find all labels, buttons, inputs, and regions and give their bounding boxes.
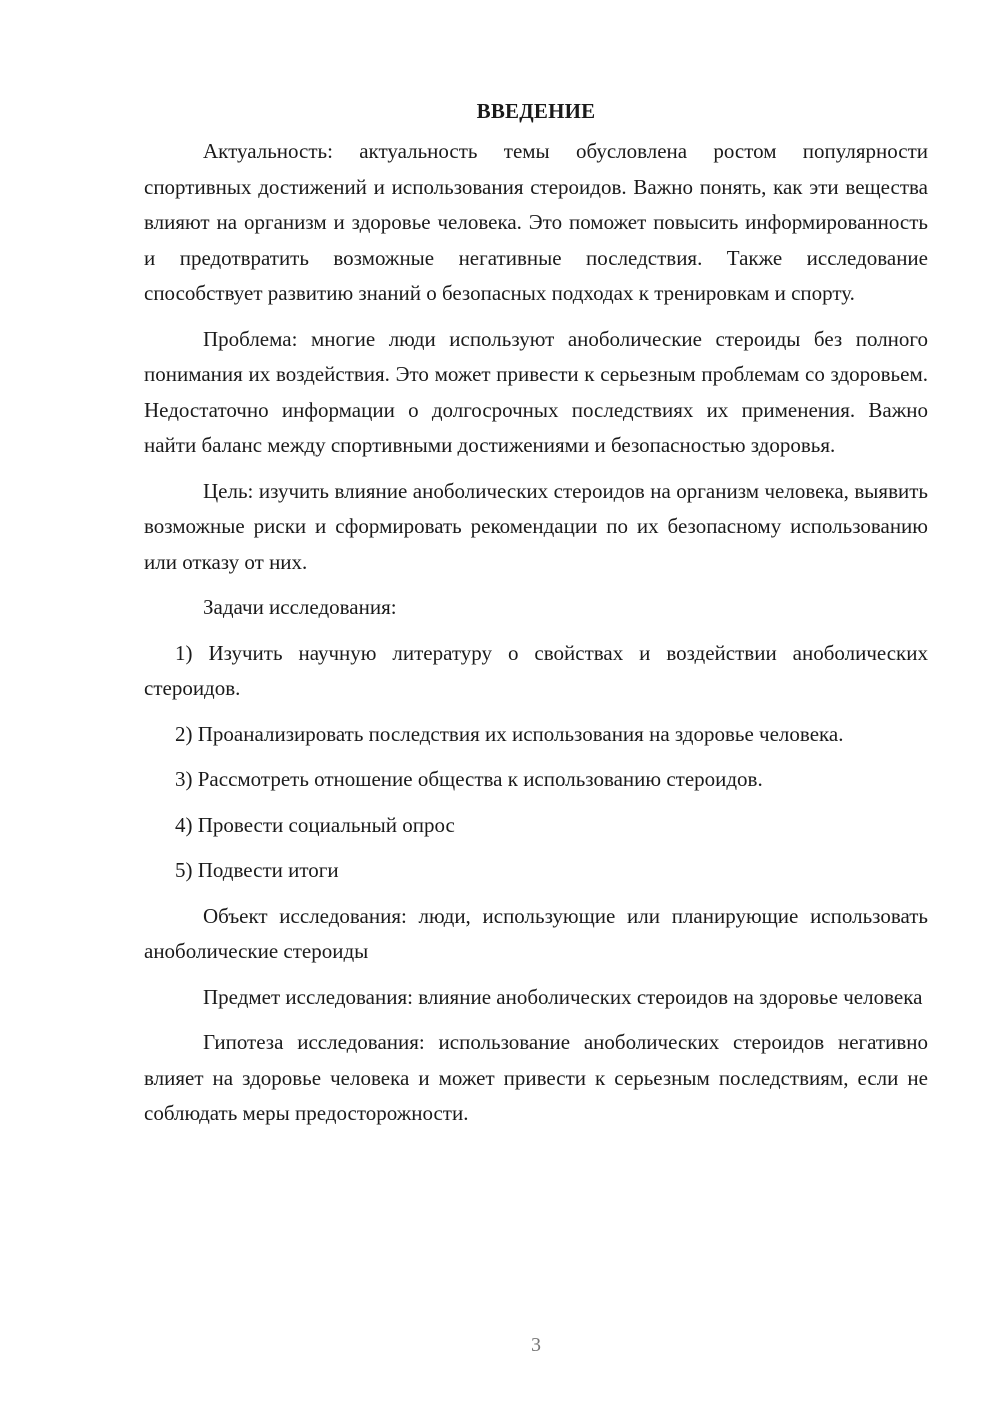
paragraph-subject: Предмет исследования: влияние аноболических стероидов на здоровье человека [203,984,923,1009]
paragraph-hypothesis: Гипотеза исследования: использование аноболических стероидов негативно влияет на здоровье человека и может привести к серьезным последствиям, если не соблюдать меры предосторожности. [144,1030,928,1125]
task-item: 5) Подвести итоги [175,858,339,882]
task-item: 3) Рассмотреть отношение общества к использованию стероидов. [175,767,763,791]
task-item: 4) Провести социальный опрос [175,812,455,837]
page-number: 3 [531,1334,541,1356]
paragraph-relevance: Актуальность: актуальность темы обусловлена ростом популярности спортивных достижений и использования стероидов. Важно понять, как эти вещества влияют на организм и здоровье человека. Это поможет повысить информированность и предотвратить возможные негативные последствия. Также исследование способствует развитию знаний о безопасных подходах к тренировкам и спорту. [144,139,928,305]
page-title: ВВЕДЕНИЕ [476,99,596,123]
task-item: 1) Изучить научную литературу о свойствах и воздействии аноболических стероидов. [144,640,928,700]
tasks-title: Задачи исследования: [203,595,397,619]
paragraph-object: Объект исследования: люди, использующие или планирующие использовать аноболические стероиды [144,903,928,963]
paragraph-goal: Цель: изучить влияние аноболических стероидов на организм человека, выявить возможные риски и сформировать рекомендации по их безопасному использованию или отказу от них. [144,478,928,574]
page-body [144,94,928,1142]
paragraph-problem: Проблема: многие люди используют аноболические стероиды без полного понимания их воздействия. Это может привести к серьезным проблемам со здоровьем. Недостаточно информации о долгосрочных последствиях их применения. Важно найти баланс между спортивными достижениями и безопасностью здоровья. [144,326,928,457]
task-item: 2) Проанализировать последствия их использования на здоровье человека. [175,721,844,746]
